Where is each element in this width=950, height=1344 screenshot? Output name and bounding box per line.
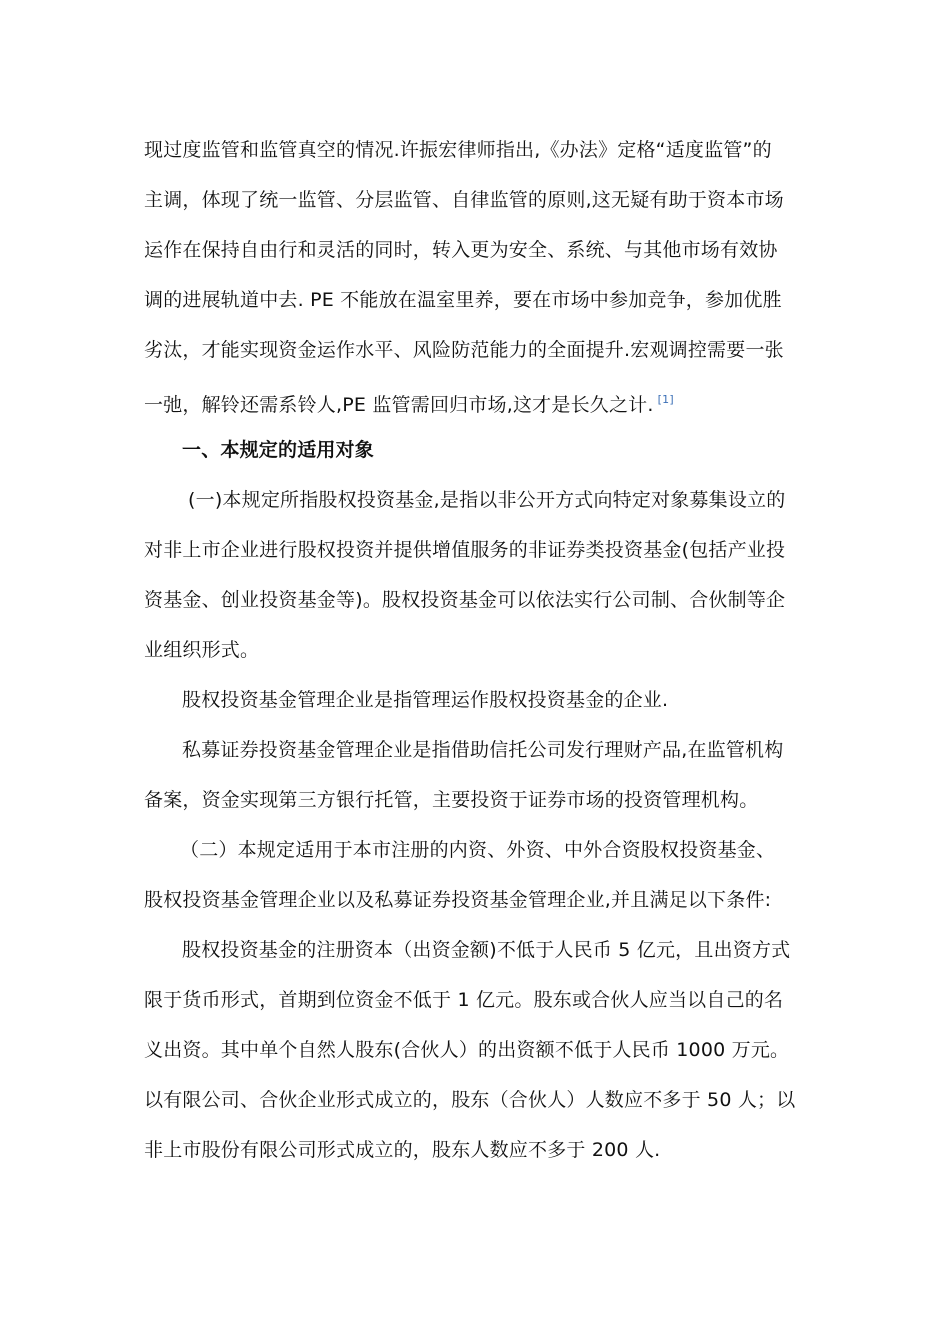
paragraph-line: 义出资。其中单个自然人股东(合伙人）的出资额不低于人民币 1000 万元。: [144, 1039, 790, 1061]
paragraph-line: 运作在保持自由行和灵活的同时，转入更为安全、系统、与其他市场有效协: [144, 239, 778, 261]
paragraph-line: 以有限公司、合伙企业形式成立的，股东（合伙人）人数应不多于 50 人；以: [144, 1089, 796, 1111]
paragraph-line: 调的进展轨道中去. PE 不能放在温室里养，要在市场中参加竞争，参加优胜: [144, 289, 782, 311]
paragraph-line: 私募证券投资基金管理企业是指借助信托公司发行理财产品,在监管机构: [182, 739, 784, 761]
paragraph-line: 主调，体现了统一监管、分层监管、自律监管的原则,这无疑有助于资本市场: [144, 189, 784, 211]
paragraph-line: 股权投资基金管理企业是指管理运作股权投资基金的企业.: [182, 689, 669, 711]
paragraph-line: 股权投资基金的注册资本（出资金额)不低于人民币 5 亿元，且出资方式: [182, 939, 791, 961]
paragraph-line: 限于货币形式，首期到位资金不低于 1 亿元。股东或合伙人应当以自己的名: [144, 989, 784, 1011]
paragraph-line: 股权投资基金管理企业以及私募证券投资基金管理企业,并且满足以下条件:: [144, 889, 772, 911]
paragraph-line: 备案，资金实现第三方银行托管，主要投资于证券市场的投资管理机构。: [144, 789, 759, 811]
paragraph-line-with-citation: [144, 387, 814, 418]
paragraph-line: (一)本规定所指股权投资基金,是指以非公开方式向特定对象募集设立的: [188, 489, 786, 511]
paragraph-line: 现过度监管和监管真空的情况.许振宏律师指出,《办法》定格“适度监管”的: [144, 139, 772, 161]
paragraph-line: 非上市股份有限公司形式成立的，股东人数应不多于 200 人.: [144, 1139, 661, 1161]
paragraph-line: 业组织形式。: [144, 639, 260, 661]
paragraph-line: （二）本规定适用于本市注册的内资、外资、中外合资股权投资基金、: [180, 839, 776, 861]
citation-reference[interactable]: [1]: [657, 393, 674, 406]
section-heading: 一、本规定的适用对象: [182, 439, 375, 461]
paragraph-text: 一弛，解铃还需系铃人,PE 监管需回归市场,这才是长久之计.: [144, 394, 654, 416]
paragraph-line: 对非上市企业进行股权投资并提供增值服务的非证券类投资基金(包括产业投: [144, 539, 786, 561]
paragraph-line: 劣汰，才能实现资金运作水平、风险防范能力的全面提升.宏观调控需要一张: [144, 339, 784, 361]
paragraph-line: 资基金、创业投资基金等)。股权投资基金可以依法实行公司制、合伙制等企: [144, 589, 786, 611]
